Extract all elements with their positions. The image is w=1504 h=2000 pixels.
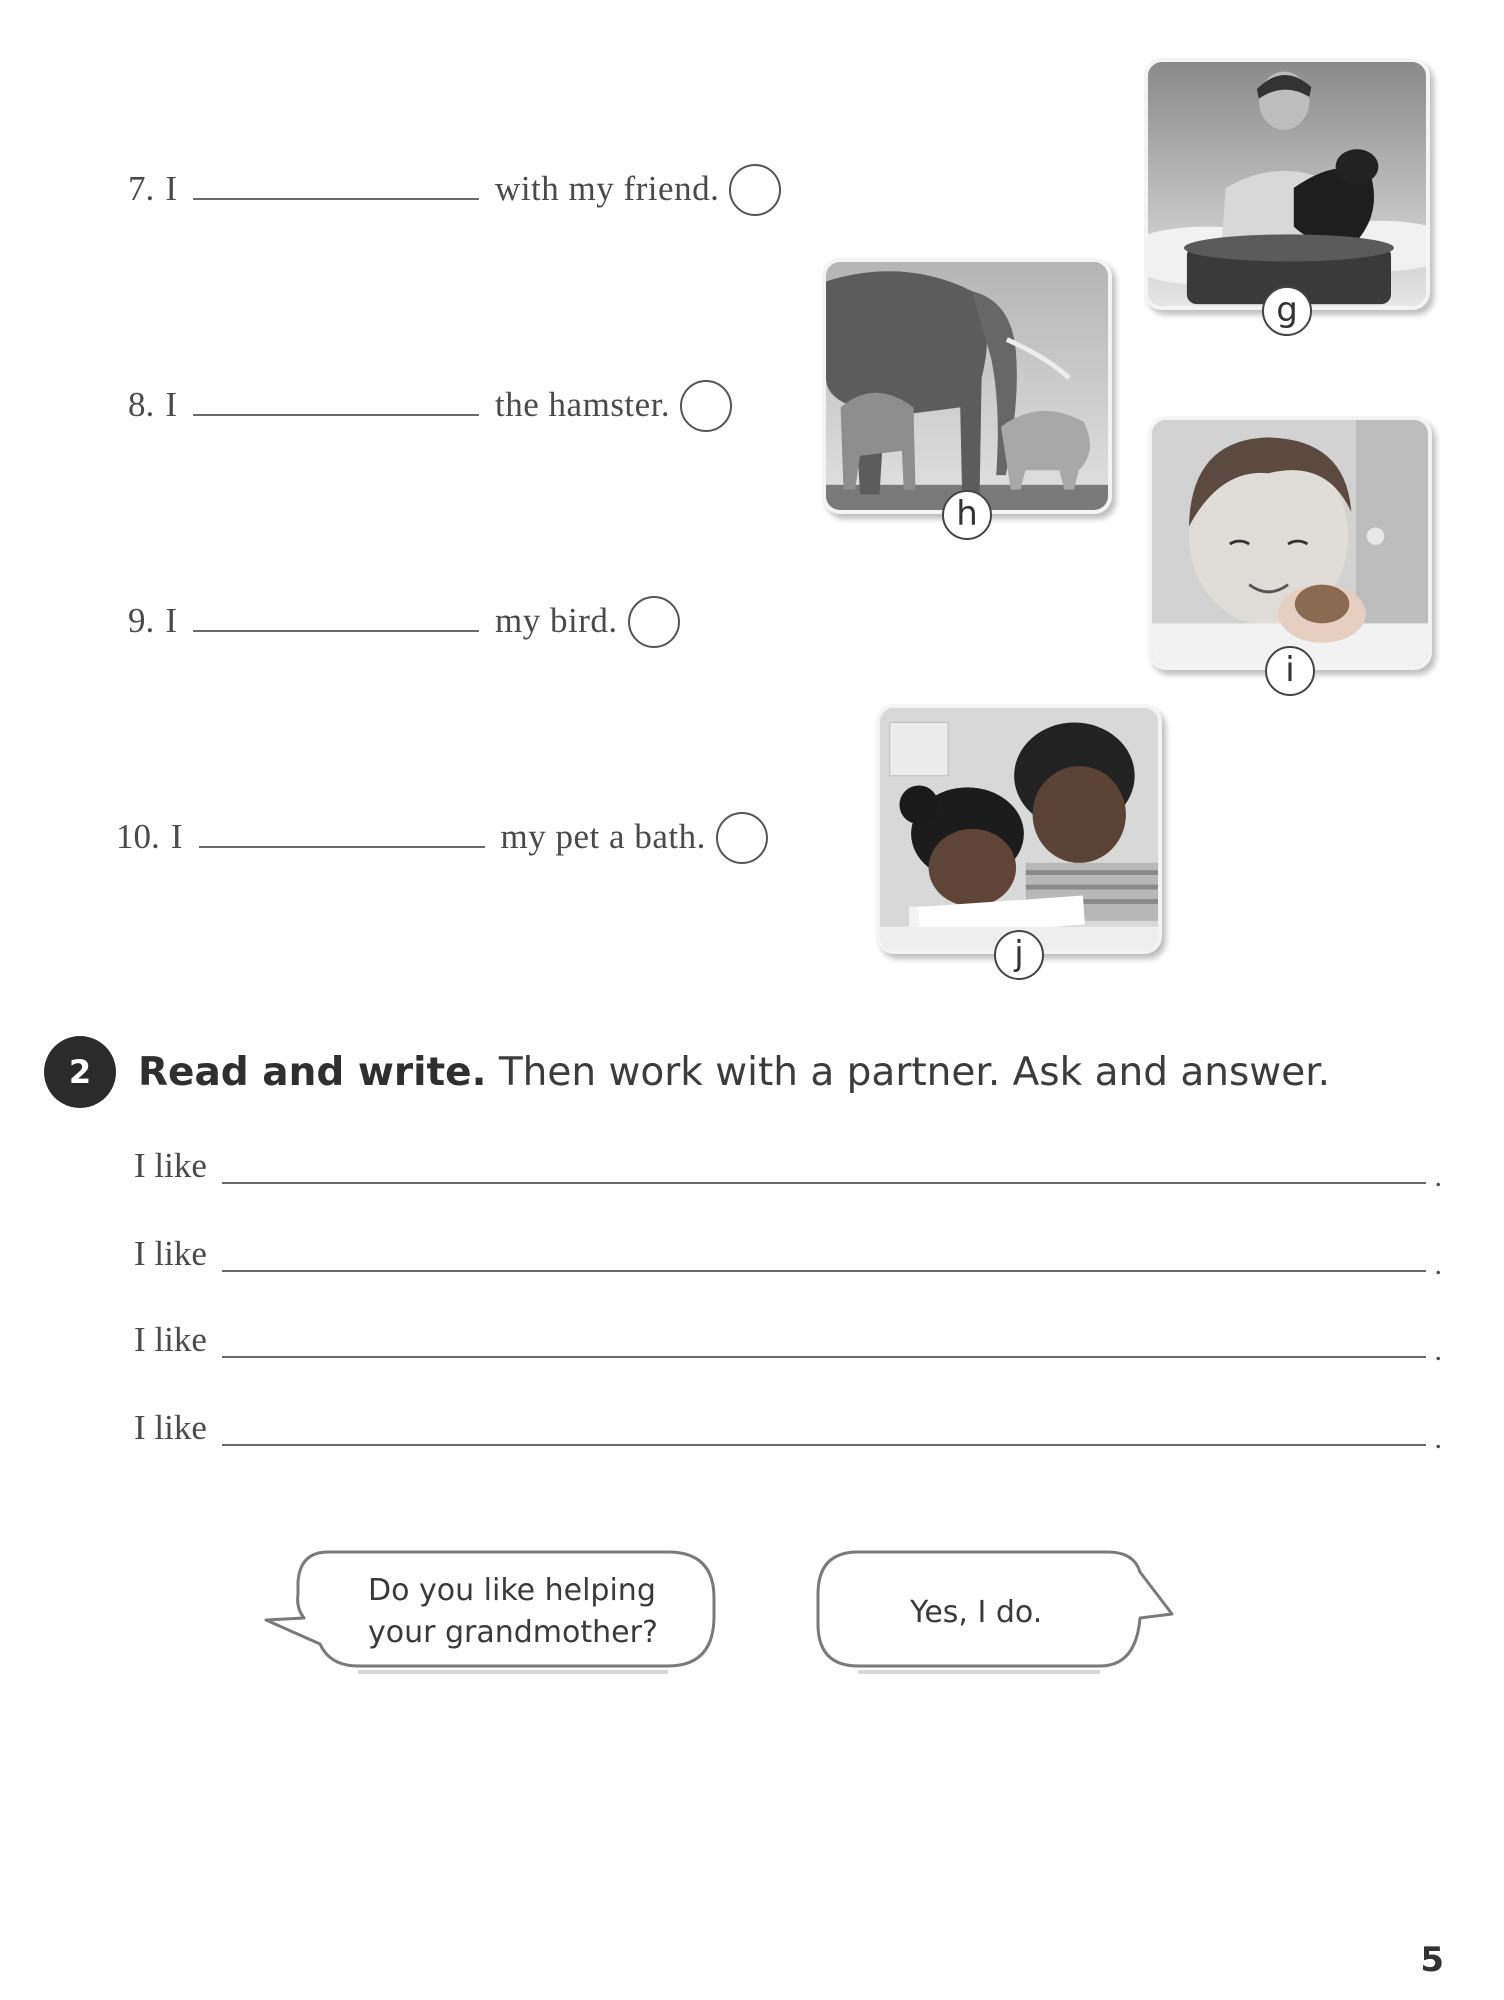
write-line	[134, 1320, 1444, 1367]
instruction-rest: Then work with a partner. Ask and answer.	[486, 1050, 1331, 1095]
write-line-label: I like	[134, 1408, 207, 1447]
letter-answer-circle[interactable]	[628, 596, 680, 648]
item-number: 7.	[128, 168, 155, 208]
item-ending: the hamster.	[495, 384, 671, 424]
answer-blank[interactable]	[199, 845, 485, 848]
question-line-1: Do you like helping	[368, 1573, 656, 1608]
exercise-item-10	[116, 812, 768, 864]
answer-blank[interactable]	[193, 197, 479, 200]
answer-blank[interactable]	[193, 413, 479, 416]
letter-answer-circle[interactable]	[680, 380, 732, 432]
elephants-image	[826, 262, 1108, 510]
girls-reading-photo	[876, 704, 1162, 974]
boy-hamster-image	[1152, 420, 1428, 666]
exercise-instruction	[138, 1050, 1330, 1095]
page-number: 5	[1420, 1940, 1444, 1980]
write-line-label: I like	[134, 1146, 207, 1185]
question-bubble-text	[368, 1570, 658, 1654]
write-line-blank[interactable]	[222, 1182, 1426, 1184]
answer-blank[interactable]	[193, 629, 479, 632]
item-number: 8.	[128, 384, 155, 424]
question-line-2: your grandmother?	[368, 1615, 658, 1650]
write-line-label: I like	[134, 1234, 207, 1273]
write-line-period: .	[1434, 1422, 1442, 1455]
exercise-number-badge: 2	[44, 1036, 116, 1108]
girls-reading-image	[880, 708, 1158, 950]
item-subject: I	[165, 168, 178, 208]
item-subject: I	[170, 816, 183, 856]
photo-letter-badge: g	[1262, 286, 1312, 336]
boy-dog-image	[1148, 62, 1426, 306]
exercise-item-8	[128, 380, 732, 432]
item-subject: I	[165, 600, 178, 640]
item-number: 10.	[116, 816, 160, 856]
instruction-bold: Read and write.	[138, 1050, 487, 1095]
write-line-period: .	[1434, 1334, 1442, 1367]
write-line-blank[interactable]	[222, 1270, 1426, 1272]
photo-letter-badge: i	[1265, 646, 1315, 696]
item-ending: my pet a bath.	[500, 816, 706, 856]
boy-bathing-dog-photo	[1144, 58, 1430, 330]
write-line-period: .	[1434, 1160, 1442, 1193]
exercise-item-7	[128, 164, 781, 216]
item-subject: I	[165, 384, 178, 424]
letter-answer-circle[interactable]	[729, 164, 781, 216]
item-ending: with my friend.	[495, 168, 720, 208]
item-ending: my bird.	[495, 600, 618, 640]
write-line-label: I like	[134, 1320, 207, 1359]
write-line-blank[interactable]	[222, 1356, 1426, 1358]
boy-holding-hamster-photo	[1148, 416, 1432, 690]
write-line	[134, 1146, 1444, 1193]
letter-answer-circle[interactable]	[716, 812, 768, 864]
item-number: 9.	[128, 600, 155, 640]
write-line	[134, 1408, 1444, 1455]
answer-bubble-text: Yes, I do.	[910, 1595, 1043, 1630]
photo-letter-badge: h	[942, 490, 992, 540]
elephants-photo	[822, 258, 1112, 534]
write-line-period: .	[1434, 1248, 1442, 1281]
photo-letter-badge: j	[994, 930, 1044, 980]
exercise-item-9	[128, 596, 680, 648]
write-line-blank[interactable]	[222, 1444, 1426, 1446]
write-line	[134, 1234, 1444, 1281]
